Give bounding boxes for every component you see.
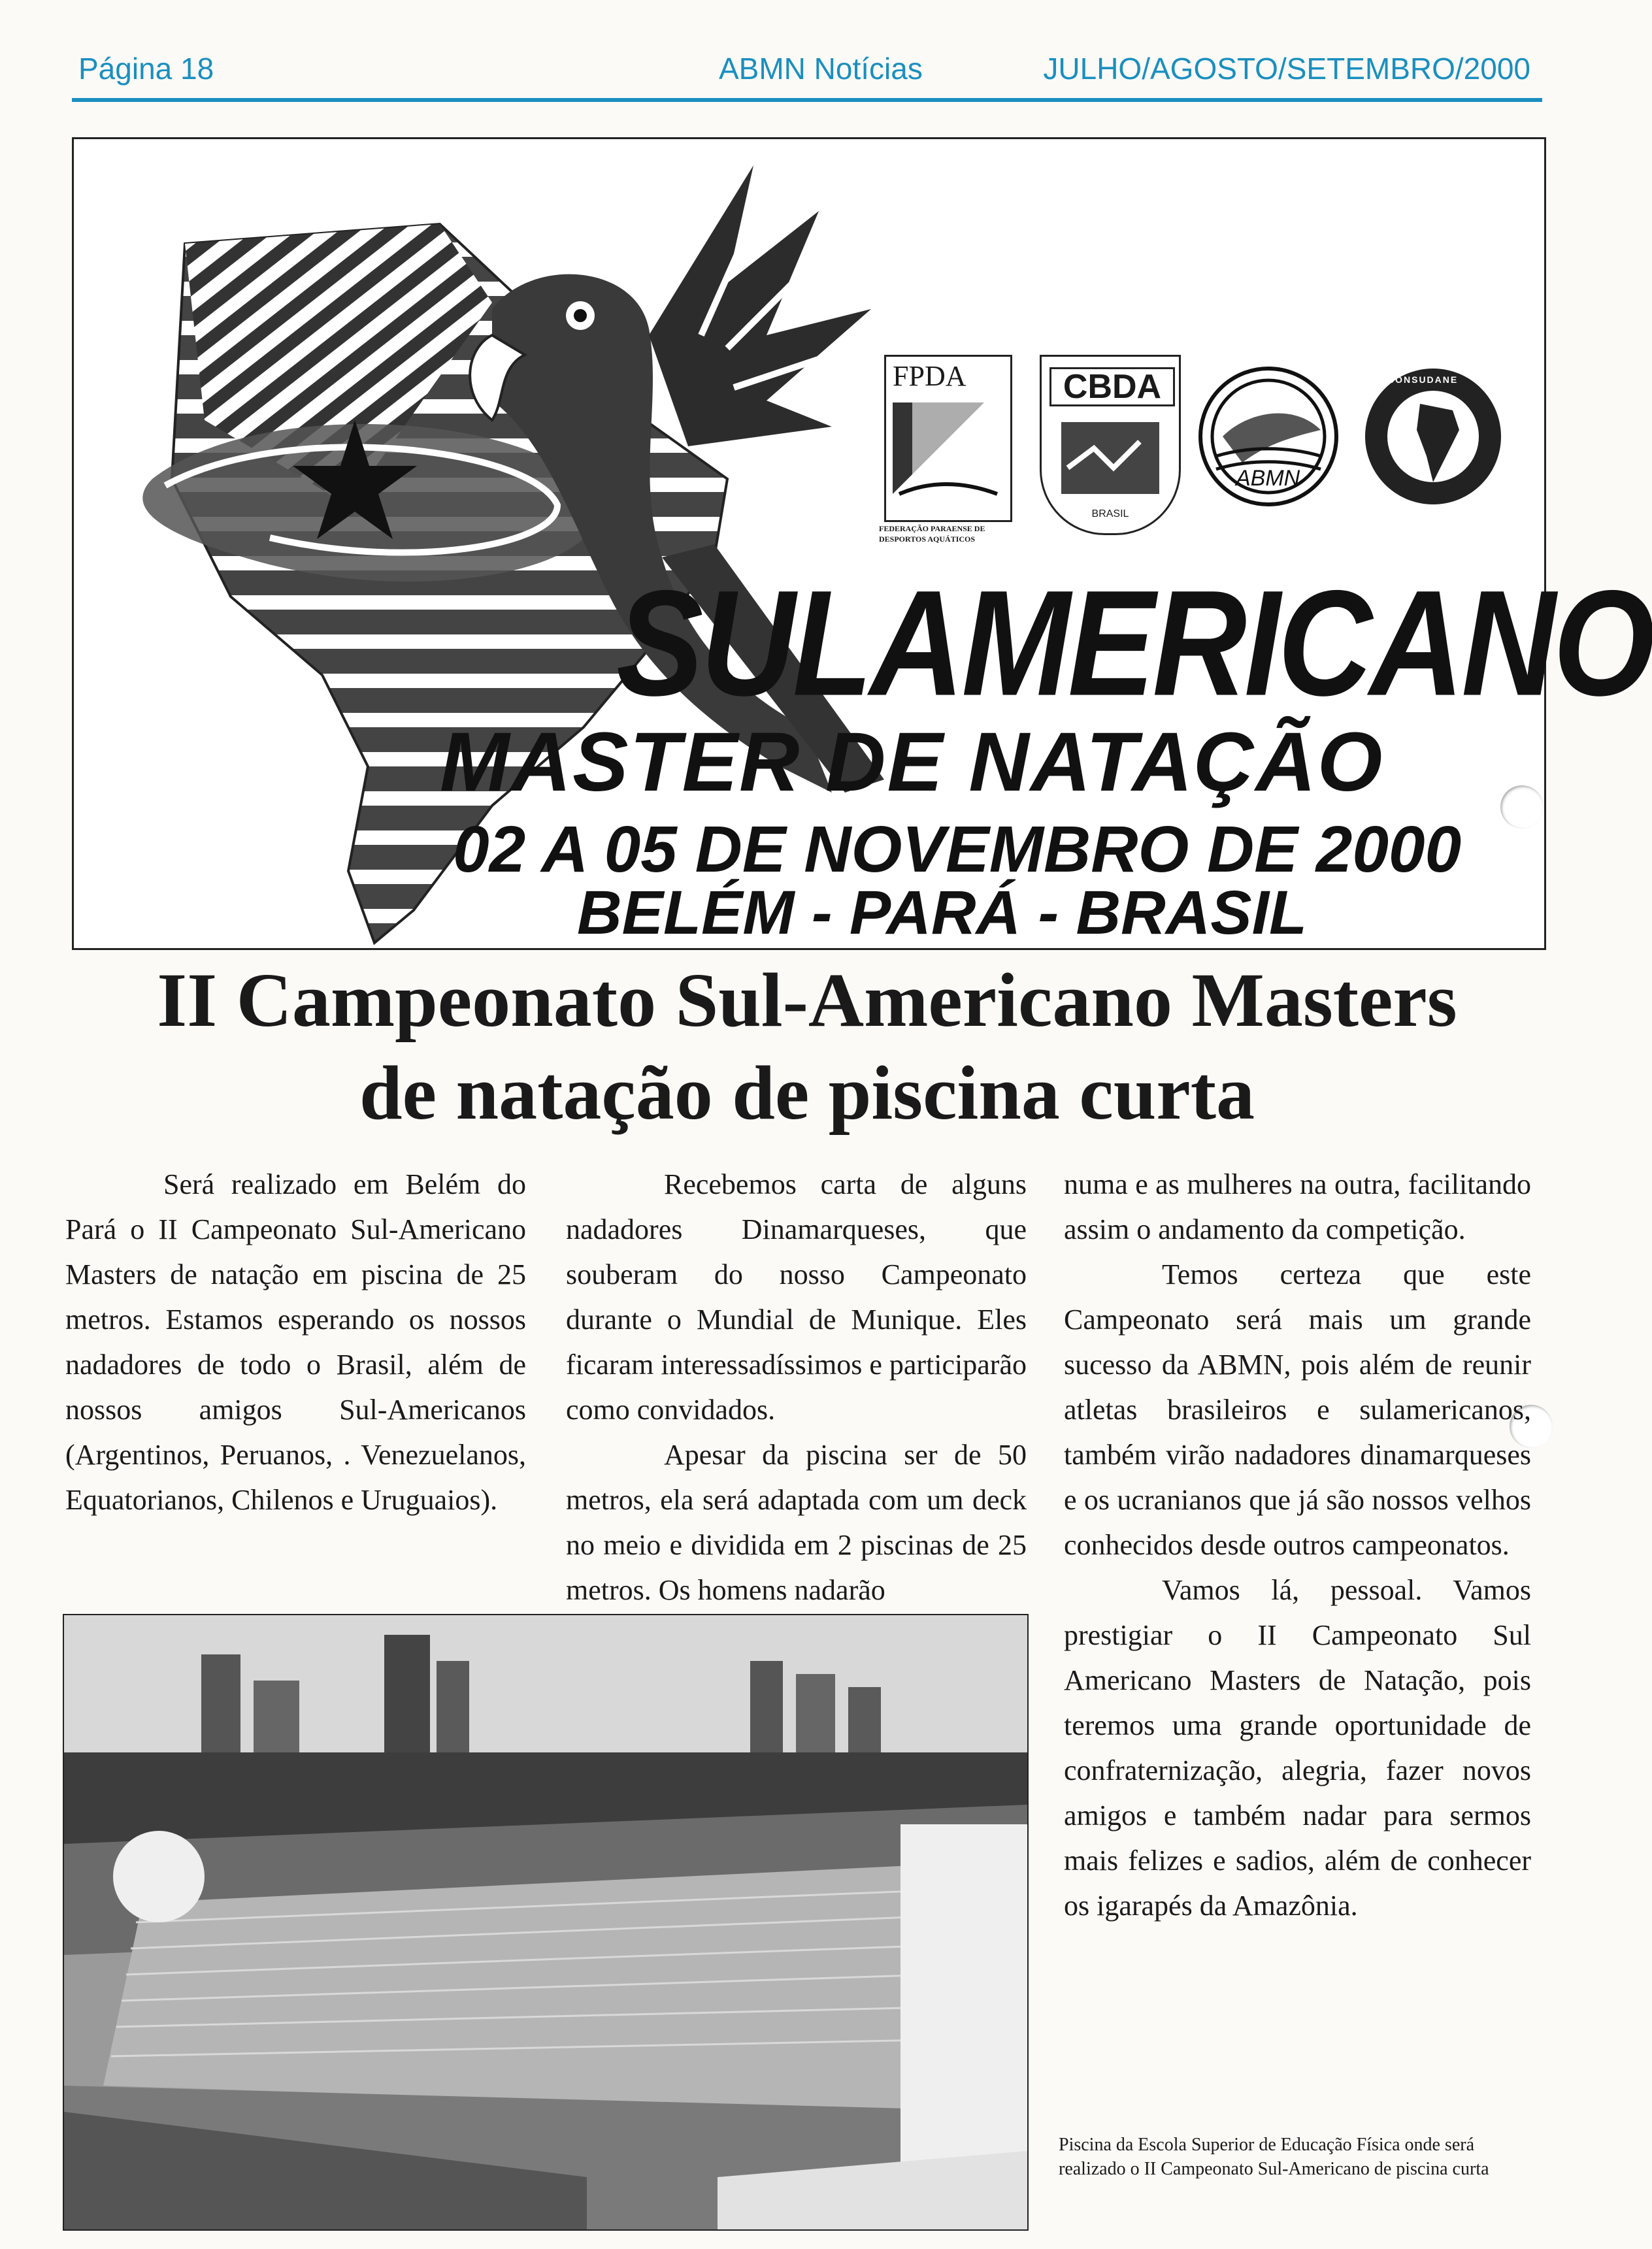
cbda-logo-text: CBDA [1049,367,1175,406]
page-number: Página 18 [78,52,214,86]
pool-photo [63,1614,1029,2231]
paragraph: Vamos lá, pessoal. Vamos prestigiar o II Campeonato Sul Americano Masters de Natação, pois teremos uma grande oportunidade de confraternização, alegria, fazer novos amigos e também nadar para sermos mais felizes e sadios, além de conhecer os igarapés da Amazônia. [1064,1574,1531,1922]
consudane-logo-text: CONSUDANE [1387,374,1459,385]
south-america-logo-icon [1361,365,1505,508]
event-poster [72,137,1652,950]
article-headline [72,954,1542,1140]
punch-hole [1500,785,1544,829]
cbda-logo [1040,355,1181,535]
poster-title-sub: MASTER DE NATAÇÃO [440,715,1384,809]
header-rule [72,98,1542,102]
publication-name: ABMN Notícias [719,52,923,86]
article-column-1 [65,1162,526,1522]
paragraph: Apesar da piscina ser de 50 metros, ela será adaptada com um deck no meio e dividida em 2 piscinas de 25 metros. Os homens nadarão [566,1439,1027,1606]
paragraph: numa e as mulheres na outra, facilitando assim o andamento da competição. [1064,1168,1531,1245]
fpda-logo-caption: FEDERAÇÃO PARAENSE DE DESPORTOS AQUÁTICOS [879,524,985,544]
poster-dates: 02 A 05 DE NOVEMBRO DE 2000 [453,813,1462,886]
poster-title-main: SULAMERICANO [616,559,1652,727]
cbda-swimmers-icon [1042,416,1179,507]
abmn-logo-text: ABMN [1236,466,1300,491]
issue-date: JULHO/AGOSTO/SETEMBRO/2000 [1043,52,1530,86]
article-column-3 [1064,1162,1531,1928]
cbda-logo-country: BRASIL [1091,508,1129,519]
fpda-logo-text: FPDA [893,360,966,392]
paragraph: Recebemos carta de alguns nadadores Dinamarqueses, que souberam do nosso Campeonato durante o Mundial de Munique. Eles ficaram interessadíssimos e participarão como convidados. [566,1168,1027,1426]
poster-location: BELÉM - PARÁ - BRASIL [577,878,1308,947]
pool-stadium-photo-image [64,1615,1027,2229]
paragraph: Será realizado em Belém do Pará o II Campeonato Sul-Americano Masters de natação em piscina de 25 metros. Estamos esperando os nossos nadadores de todo o Brasil, além de nossos amigos Sul-Americanos (Argentinos, Peruanos, . Venezuelanos, Equatorianos, Chilenos e Uruguaios). [65,1168,526,1516]
article-column-2 [566,1162,1027,1613]
fpda-logo [884,355,1012,522]
fpda-emblem-icon [886,396,1010,514]
headline-line-1: II Campeonato Sul-Americano Masters [157,957,1457,1043]
headline-line-2: de natação de piscina curta [359,1050,1255,1136]
paragraph: Temos certeza que este Campeonato será mais um grande sucesso da ABMN, pois além de reunir atletas brasileiros e sulamericanos, também virão nadadores dinamarqueses e os ucranianos que já são nossos velhos conhecidos desde outros campeonatos. [1064,1258,1531,1561]
photo-caption: Piscina da Escola Superior de Educação Física onde será realizado o II Campeonato Sul-Americano de piscina curta [1059,2135,1489,2179]
